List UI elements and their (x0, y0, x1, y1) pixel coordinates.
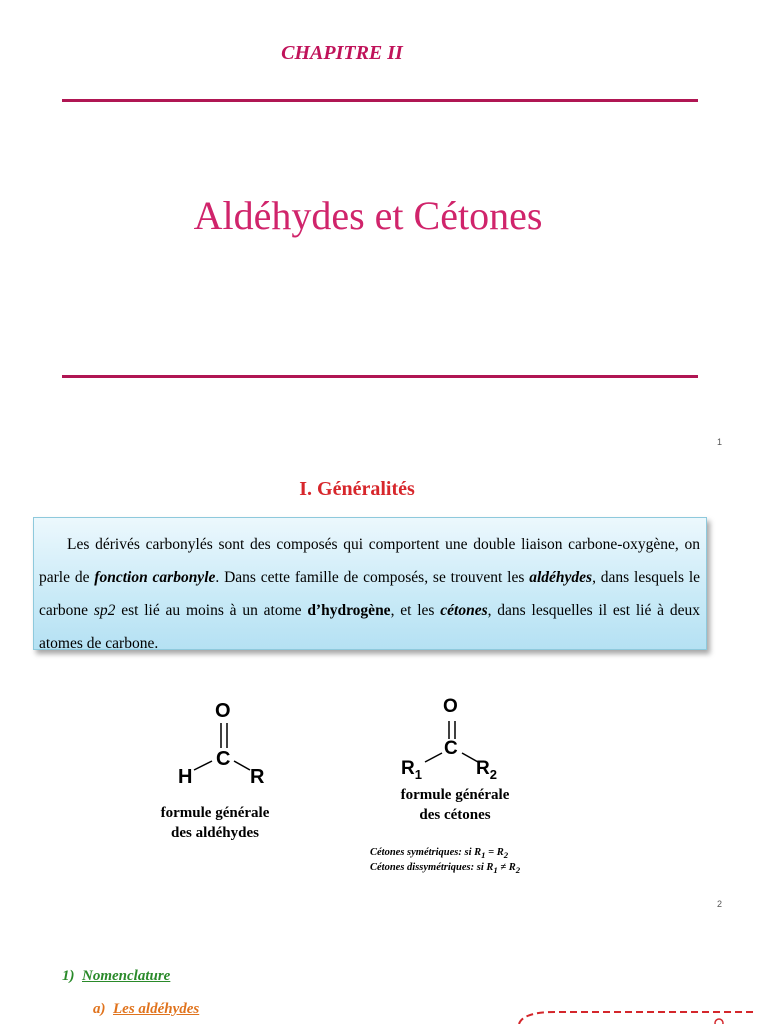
page-number: 1 (717, 437, 723, 447)
atom-carbon: C (216, 748, 231, 770)
atom-r: R (250, 766, 265, 788)
atom-carbon: C (444, 738, 458, 759)
section-heading: I. Généralités (299, 478, 415, 500)
ketone-caption: formule générale des cétones (400, 787, 510, 823)
bottom-rule (62, 375, 698, 378)
page-title: Aldéhydes et Cétones (193, 193, 543, 238)
aldehyde-caption: formule générale des aldéhydes (160, 805, 270, 841)
nomenclature-heading: 1) Nomenclature (62, 968, 171, 984)
aldehyde-structure (170, 698, 280, 794)
atom-r1: $R_1$ (401, 758, 422, 782)
ketone-note-dissymmetric: Cétones dissymétriques: si $R_1 \ne R_2$ (370, 862, 521, 876)
dashed-callout (515, 1010, 768, 1024)
intro-box (33, 517, 707, 650)
intro-paragraph: Les dérivés carbonylés sont des composés qui comportent une double liaison carbone-oxygène, on parle de fonction carbonyle. Dans cette famille de composés, se trouvent les aldéhydes, dans lesquels le carbone sp2 est lié au moins à un atome d’hydrogène, et les cétones, dans lesquelles il est lié à deux atomes de carbone. (39, 536, 701, 652)
atom-oxygen: O (215, 700, 231, 722)
ketone-structure (398, 696, 508, 786)
atom-r2: $R_2$ (476, 758, 497, 782)
chapter-label: CHAPITRE II (281, 42, 403, 64)
atom-oxygen: O (443, 696, 458, 717)
aldehydes-subheading: a) Les aldéhydes (93, 1001, 200, 1017)
page-number: 2 (717, 899, 723, 909)
ketone-note-symmetric: Cétones symétriques: si $R_1 = R_2$ (370, 847, 509, 861)
atom-hydrogen: H (178, 766, 193, 788)
top-rule (62, 99, 698, 102)
